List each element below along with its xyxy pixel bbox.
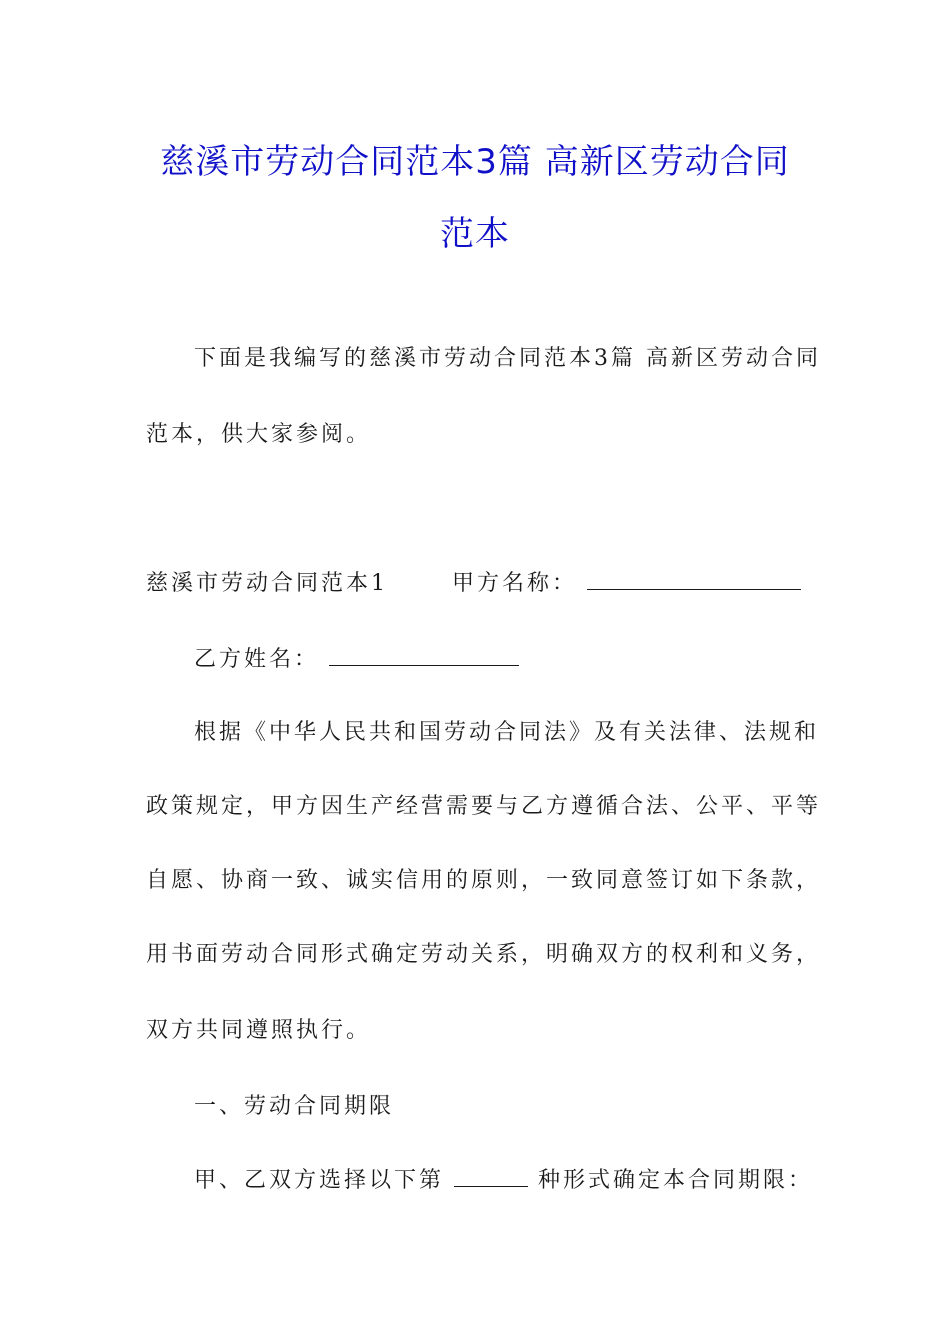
intro-line-1: 下面是我编写的慈溪市劳动合同范本3篇 高新区劳动合同 [194, 346, 821, 371]
term-suffix: 种形式确定本合同期限： [538, 1168, 814, 1193]
document-title-line-1: 慈溪市劳动合同范本3篇 高新区劳动合同 [160, 142, 790, 182]
party-a-label: 甲方名称： [452, 571, 578, 596]
body-line-1: 根据《中华人民共和国劳动合同法》及有关法律、法规和 [194, 720, 820, 745]
body-line-2: 政策规定，甲方因生产经营需要与乙方遵循合法、公平、平等 [146, 794, 822, 819]
party-b-row [194, 645, 519, 675]
party-b-label: 乙方姓名： [194, 647, 320, 672]
term-row [194, 1166, 813, 1196]
article-1-title: 一、劳动合同期限 [194, 1094, 395, 1119]
party-b-blank[interactable] [329, 645, 519, 666]
section-heading: 慈溪市劳动合同范本1 [146, 571, 388, 596]
body-line-4: 用书面劳动合同形式确定劳动关系，明确双方的权利和义务， [146, 942, 822, 967]
term-choice-blank[interactable] [454, 1166, 528, 1187]
intro-line-2: 范本，供大家参阅。 [146, 422, 372, 447]
document-title-line-2: 范本 [440, 214, 510, 254]
term-prefix: 甲、乙双方选择以下第 [194, 1168, 445, 1193]
body-line-3: 自愿、协商一致、诚实信用的原则，一致同意签订如下条款， [146, 868, 822, 893]
body-line-5: 双方共同遵照执行。 [146, 1018, 372, 1043]
party-a-blank[interactable] [587, 569, 801, 590]
section-heading-row [146, 569, 801, 599]
